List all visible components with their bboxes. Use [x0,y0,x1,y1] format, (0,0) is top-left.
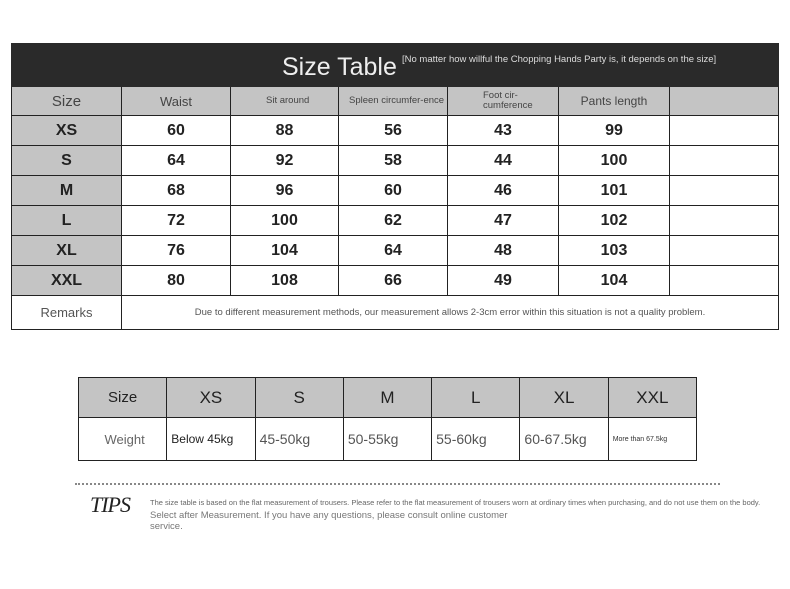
header-cell: Foot cir-cumference [448,87,559,116]
table-title: Size Table [282,53,397,81]
value-cell: 100 [231,206,339,236]
weight-value-cell: 60-67.5kg [520,418,608,461]
header-cell [670,87,779,116]
weight-header-cell: XL [520,378,608,418]
value-cell: 101 [559,176,670,206]
value-cell: 80 [122,266,231,296]
weight-header-cell: M [343,378,431,418]
table-row [12,236,779,266]
value-cell [670,266,779,296]
weight-value-cell: 50-55kg [343,418,431,461]
dotted-divider [75,483,720,485]
remarks-text: Due to different measurement methods, our measurement allows 2-3cm error within this situation is not a quality problem. [122,296,779,330]
value-cell: 76 [122,236,231,266]
table-row [12,146,779,176]
table-row [12,206,779,236]
table-row [12,266,779,296]
tips-heading: TIPS [90,492,130,517]
weight-header-cell: XS [167,378,255,418]
weight-value-cell: Below 45kg [167,418,255,461]
value-cell: 46 [448,176,559,206]
weight-header-cell: Size [79,378,167,418]
value-cell: 60 [122,116,231,146]
value-cell: 72 [122,206,231,236]
value-cell: 100 [559,146,670,176]
remarks-row [12,296,779,330]
value-cell: 108 [231,266,339,296]
value-cell: 49 [448,266,559,296]
table-row [12,116,779,146]
size-cell: XS [12,116,122,146]
weight-label: Weight [79,418,167,461]
value-cell: 43 [448,116,559,146]
table-row [12,176,779,206]
value-cell: 103 [559,236,670,266]
weight-header-cell: S [255,378,343,418]
value-cell: 96 [231,176,339,206]
value-cell: 68 [122,176,231,206]
weight-header-cell: XXL [608,378,696,418]
header-cell: Sit around [231,87,339,116]
value-cell: 58 [339,146,448,176]
weight-value-cell: 55-60kg [432,418,520,461]
value-cell [670,206,779,236]
table-subtitle: [No matter how willful the Chopping Hands Party is, it depends on the size] [402,54,717,65]
value-cell: 48 [448,236,559,266]
value-cell: 104 [559,266,670,296]
header-row [12,87,779,116]
size-cell: M [12,176,122,206]
value-cell: 47 [448,206,559,236]
value-cell [670,236,779,266]
value-cell: 99 [559,116,670,146]
weight-row [79,418,697,461]
size-cell: L [12,206,122,236]
remarks-label: Remarks [12,296,122,330]
size-table [11,43,779,330]
weight-value-cell: 45-50kg [255,418,343,461]
weight-table [78,377,697,461]
value-cell [670,146,779,176]
weight-header-cell: L [432,378,520,418]
weight-value-cell: More than 67.5kg [608,418,696,461]
value-cell: 64 [339,236,448,266]
header-cell: Waist [122,87,231,116]
tips-line-2: Select after Measurement. If you have any questions, please consult online customer service. [150,510,508,532]
value-cell: 62 [339,206,448,236]
header-cell: Size [12,87,122,116]
table-title-bar [12,44,779,87]
value-cell: 102 [559,206,670,236]
size-cell: XL [12,236,122,266]
size-cell: S [12,146,122,176]
size-cell: XXL [12,266,122,296]
value-cell: 60 [339,176,448,206]
value-cell: 92 [231,146,339,176]
value-cell: 64 [122,146,231,176]
header-cell: Pants length [559,87,670,116]
value-cell: 104 [231,236,339,266]
value-cell: 66 [339,266,448,296]
value-cell [670,116,779,146]
value-cell: 88 [231,116,339,146]
value-cell: 56 [339,116,448,146]
header-cell: Spleen circumfer-ence [339,87,448,116]
tips-line-1: The size table is based on the flat measurement of trousers. Please refer to the flat measurement of trousers worn at ordinary times when purchasing, and do not use them on the body. [150,498,761,507]
value-cell: 44 [448,146,559,176]
value-cell [670,176,779,206]
weight-header-row [79,378,697,418]
